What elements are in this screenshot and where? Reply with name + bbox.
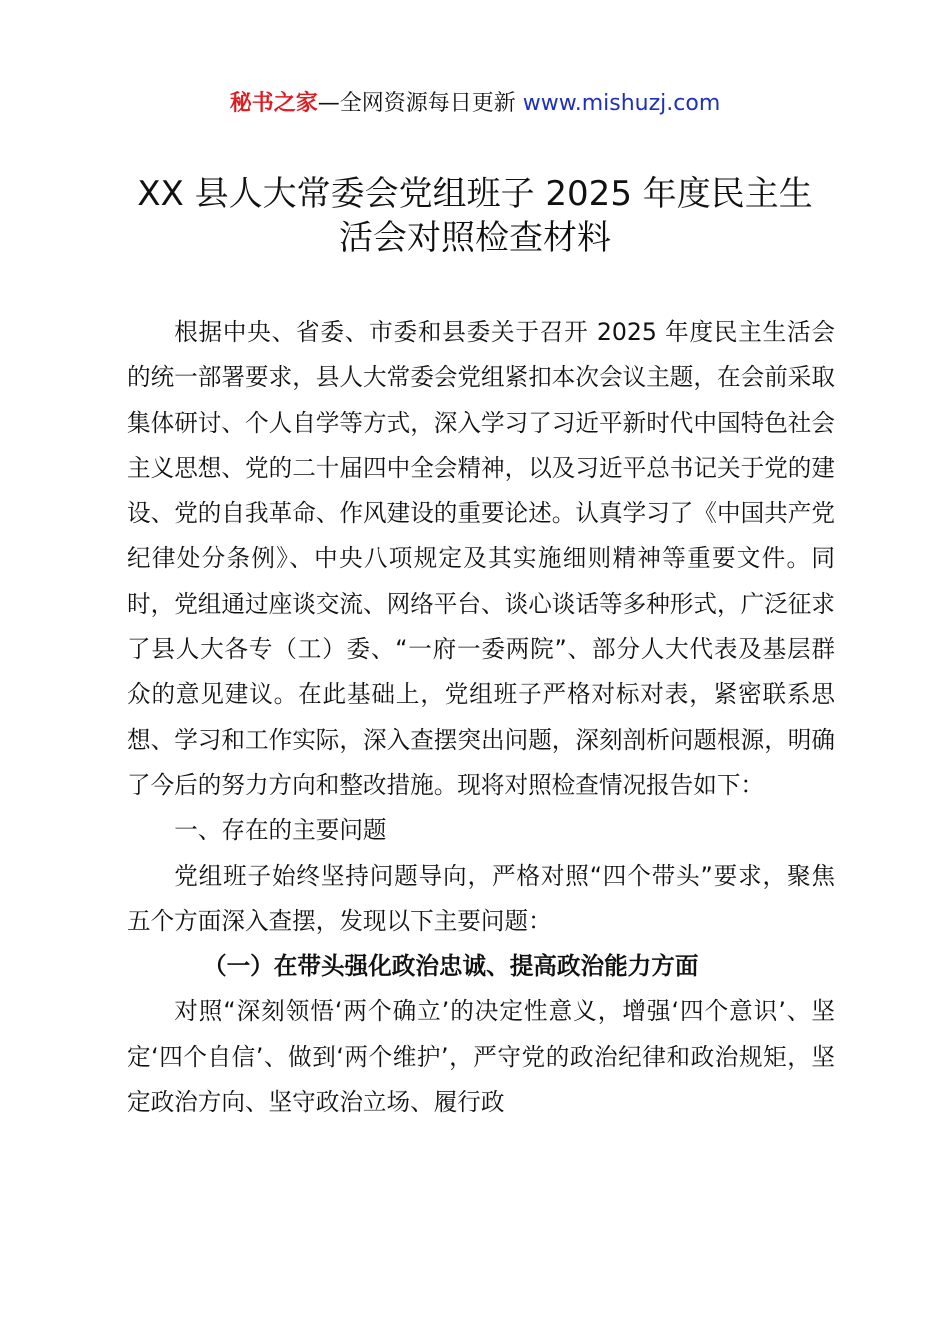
site-slogan: —全网资源每日更新 [317,91,523,116]
site-brand: 秘书之家 [229,91,318,116]
document-body [127,310,835,1125]
subsection-paragraph: 对照“深刻领悟‘两个确立’的决定性意义，增强‘四个意识’、坚定‘四个自信’、做到‘两个维护’，严守党的政治纪律和政治规矩，坚定政治方向、坚守政治立场、履行政 [127,997,835,1117]
site-url[interactable]: www.mishuzj.com [522,91,721,116]
title-line-1: XX 县人大常委会党组班子 2025 年度民主生 [137,174,813,214]
site-header [0,88,950,120]
section-heading: 一、存在的主要问题 [174,816,387,845]
title-line-2: 活会对照检查材料 [339,218,611,258]
section-intro-paragraph: 党组班子始终坚持问题导向，严格对照“四个带头”要求，聚焦五个方面深入查摆，发现以下主要问题： [127,861,835,935]
intro-paragraph: 根据中央、省委、市委和县委关于召开 2025 年度民主生活会的统一部署要求，县人大常委会党组紧扣本次会议主题，在会前采取集体研讨、个人自学等方式，深入学习了习近平新时代中国特色社会主义思想、党的二十届四中全会精神，以及习近平总书记关于党的建设、党的自我革命、作风建设的重要论述。认真学习了《中国共产党纪律处分条例》、中央八项规定及其实施细则精神等重要文件。同时，党组通过座谈交流、网络平台、谈心谈话等多种形式，广泛征求了县人大各专（工）委、“一府一委两院”、部分人大代表及基层群众的意见建议。在此基础上，党组班子严格对标对表，紧密联系思想、学习和工作实际，深入查摆突出问题，深刻剖析问题根源，明确了今后的努力方向和整改措施。现将对照检查情况报告如下： [127,318,835,799]
subsection-heading: （一）在带头强化政治忠诚、提高政治能力方面 [203,952,699,981]
document-title [100,172,850,260]
